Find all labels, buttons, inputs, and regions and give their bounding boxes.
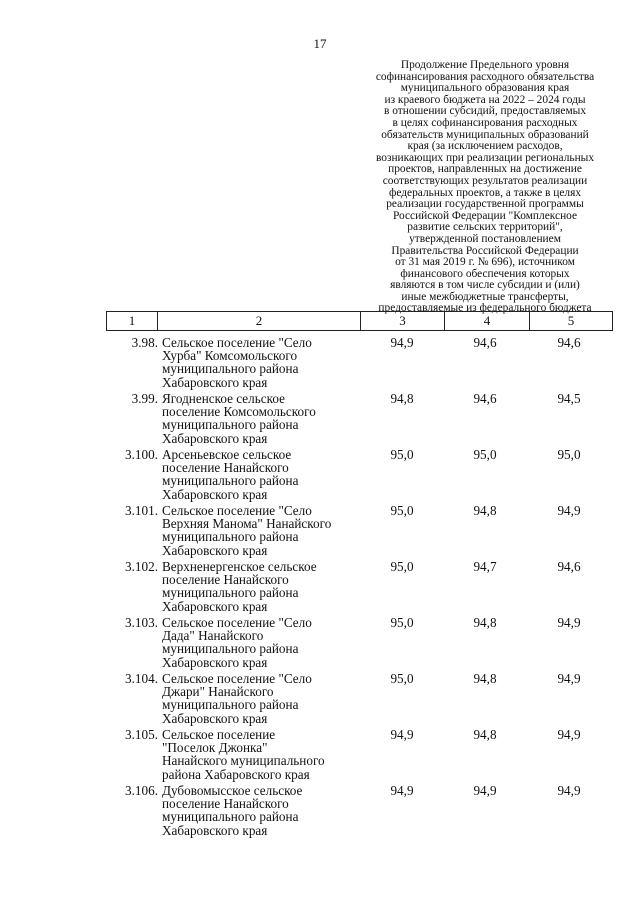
value-2024: 94,9 xyxy=(557,671,581,686)
value-2022: 95,0 xyxy=(390,447,414,462)
heading-line: края (за исключением расходов, xyxy=(407,140,563,153)
name-line: Дада" Нанайского xyxy=(162,628,264,644)
heading-line: Продолжение Предельного уровня xyxy=(400,59,570,71)
column-number-cell: 4 xyxy=(445,312,530,331)
value-2022: 95,0 xyxy=(390,671,414,686)
name-line: муниципального района xyxy=(162,361,299,377)
heading-line: финансового обеспечения которых xyxy=(400,267,570,280)
name-line: поселение Нанайского xyxy=(162,796,289,812)
row-number: 3.101. xyxy=(125,503,158,518)
name-line: Дубовомысское сельское xyxy=(162,783,303,798)
heading-line: утвержденной постановлением xyxy=(409,232,561,245)
value-2024: 94,5 xyxy=(557,391,581,406)
heading-line: реализации государственной программы xyxy=(386,198,584,211)
value-2023: 94,6 xyxy=(473,335,497,350)
name-line: муниципального района xyxy=(162,809,299,825)
table-body xyxy=(106,336,612,840)
column-number-cell: 5 xyxy=(530,312,613,331)
name-line: Хабаровского края xyxy=(162,598,268,614)
name-line: Сельское поселение "Село xyxy=(162,335,312,350)
value-2023: 94,9 xyxy=(473,783,497,798)
municipality-name xyxy=(162,672,362,725)
value-2024: 94,9 xyxy=(557,783,581,798)
heading-line: из краевого бюджета на 2022 – 2024 годы xyxy=(384,93,586,106)
value-2022: 95,0 xyxy=(390,503,414,518)
name-line: Арсеньевское сельское xyxy=(162,447,292,462)
municipality-name xyxy=(162,784,362,837)
name-line: поселение Нанайского xyxy=(162,572,289,588)
name-line: Нанайского муниципального xyxy=(162,753,325,769)
heading-line: развитие сельских территорий", xyxy=(407,221,563,234)
value-2022: 95,0 xyxy=(390,559,414,574)
municipality-name xyxy=(162,336,362,389)
table-row xyxy=(106,560,612,616)
municipality-name xyxy=(162,504,362,557)
value-2024: 94,9 xyxy=(557,615,581,630)
name-line: Хабаровского края xyxy=(162,430,268,446)
name-line: Хабаровского края xyxy=(162,710,268,726)
row-number: 3.103. xyxy=(125,615,158,630)
table-row xyxy=(106,728,612,784)
value-2023: 94,6 xyxy=(473,391,497,406)
heading-line: в целях софинансирования расходных xyxy=(392,116,578,129)
value-2022: 94,8 xyxy=(390,391,414,406)
heading-line: проектов, направленных на достижение xyxy=(388,163,582,176)
heading-line: являются в том числе субсидии и (или) xyxy=(390,279,580,292)
name-line: Хабаровского края xyxy=(162,654,268,670)
municipality-name xyxy=(162,448,362,501)
column-number-cell: 3 xyxy=(361,312,445,331)
row-number: 3.106. xyxy=(125,783,158,798)
name-line: Хабаровского края xyxy=(162,374,268,390)
heading-line: соответствующих результатов реализации xyxy=(382,174,588,187)
municipality-name xyxy=(162,728,362,781)
heading-line: иные межбюджетные трансферты, xyxy=(401,290,569,303)
name-line: муниципального района xyxy=(162,641,299,657)
name-line: муниципального района xyxy=(162,697,299,713)
heading-line: Правительства Российской Федерации xyxy=(391,244,579,257)
value-2024: 94,6 xyxy=(557,335,581,350)
table-row xyxy=(106,784,612,840)
row-number: 3.102. xyxy=(125,559,158,574)
name-line: Хабаровского края xyxy=(162,486,268,502)
name-line: Сельское поселение "Село xyxy=(162,671,312,686)
table-row xyxy=(106,672,612,728)
name-line: муниципального района xyxy=(162,473,299,489)
name-line: муниципального района xyxy=(162,529,299,545)
document-heading xyxy=(357,60,613,315)
value-2023: 95,0 xyxy=(473,447,497,462)
value-2024: 94,9 xyxy=(557,503,581,518)
municipality-name xyxy=(162,616,362,669)
heading-line: обязательств муниципальных образований xyxy=(381,128,589,141)
row-number: 3.99. xyxy=(131,391,158,406)
name-line: Сельское поселение "Село xyxy=(162,503,312,518)
municipality-name xyxy=(162,560,362,613)
name-line: района Хабаровского края xyxy=(162,766,310,782)
table-row xyxy=(106,336,612,392)
name-line: муниципального района xyxy=(162,417,299,433)
value-2024: 94,9 xyxy=(557,727,581,742)
value-2022: 95,0 xyxy=(390,615,414,630)
name-line: Хабаровского края xyxy=(162,542,268,558)
page-number: 17 xyxy=(313,36,327,51)
column-number-cell: 2 xyxy=(158,312,361,331)
value-2023: 94,7 xyxy=(473,559,497,574)
value-2022: 94,9 xyxy=(390,335,414,350)
column-number-cell: 1 xyxy=(107,312,158,331)
heading-line: от 31 мая 2019 г. № 696), источником xyxy=(395,256,575,269)
name-line: Сельское поселение xyxy=(162,727,276,742)
value-2023: 94,8 xyxy=(473,671,497,686)
name-line: поселение Нанайского xyxy=(162,460,289,476)
name-line: поселение Комсомольского xyxy=(162,404,316,420)
value-2024: 94,6 xyxy=(557,559,581,574)
table-row xyxy=(106,616,612,672)
column-number-row xyxy=(106,311,613,331)
value-2022: 94,9 xyxy=(390,727,414,742)
heading-line: муниципального образования края xyxy=(400,82,570,95)
name-line: Верхняя Манома" Нанайского xyxy=(162,516,332,532)
municipality-name xyxy=(162,392,362,445)
heading-line: в отношении субсидий, предоставляемых xyxy=(383,105,587,118)
name-line: Хурба" Комсомольского xyxy=(162,348,298,364)
heading-line: предоставляемые из федерального бюджета xyxy=(378,302,592,315)
value-2023: 94,8 xyxy=(473,727,497,742)
row-number: 3.100. xyxy=(125,447,158,462)
name-line: Хабаровского края xyxy=(162,822,268,838)
heading-line: софинансирования расходного обязательства xyxy=(375,70,595,83)
name-line: муниципального района xyxy=(162,585,299,601)
name-line: "Поселок Джонка" xyxy=(162,740,268,756)
value-2022: 94,9 xyxy=(390,783,414,798)
row-number: 3.98. xyxy=(131,335,158,350)
row-number: 3.104. xyxy=(125,671,158,686)
table-row xyxy=(106,448,612,504)
heading-line: федеральных проектов, а также в целях xyxy=(388,186,582,199)
value-2024: 95,0 xyxy=(557,447,581,462)
value-2023: 94,8 xyxy=(473,503,497,518)
value-2023: 94,8 xyxy=(473,615,497,630)
name-line: Сельское поселение "Село xyxy=(162,615,312,630)
name-line: Джари" Нанайского xyxy=(162,684,274,700)
heading-line: возникающих при реализации региональных xyxy=(375,151,595,164)
name-line: Верхненергенское сельское xyxy=(162,559,317,574)
name-line: Ягодненское сельское xyxy=(162,391,285,406)
table-row xyxy=(106,504,612,560)
row-number: 3.105. xyxy=(125,727,158,742)
heading-line: Российской Федерации "Комплексное xyxy=(392,209,578,222)
table-row xyxy=(106,392,612,448)
